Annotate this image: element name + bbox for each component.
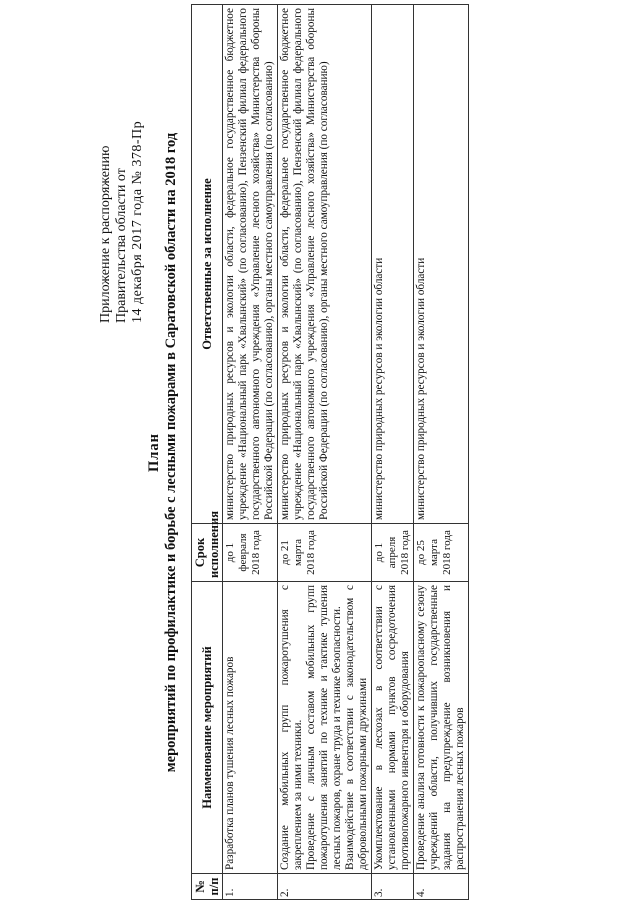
row-name-paragraph: Проведение с личным составом мобильных групп пожаротушения занятий по технике и тактике тушения лесных пожаров, охране труда и технике безопасности. xyxy=(305,585,343,870)
row-name xyxy=(372,582,414,874)
row-deadline: до 25 марта 2018 года xyxy=(414,524,469,582)
row-name xyxy=(278,582,372,874)
header-name: Наименование мероприятий xyxy=(192,582,223,874)
table-row xyxy=(223,5,278,900)
title-subheading: мероприятий по профилактике и борьбе с лесными пожарами в Саратовской области на 2018 год xyxy=(163,132,179,773)
row-name xyxy=(223,582,278,874)
row-num: 2. xyxy=(278,874,372,900)
row-name-paragraph: Проведение анализа готовности к пожароопасному сезону учреждений области, получивших государственные задания на предупреждение возникновения и распространения лесных пожаров xyxy=(415,585,466,870)
row-responsible: министерство природных ресурсов и экологии области xyxy=(414,5,469,524)
table-header-row xyxy=(192,5,223,900)
row-deadline: до 1 февраля 2018 года xyxy=(223,524,278,582)
approval-line-3: 14 декабря 2017 года № 378-Пр xyxy=(130,120,145,323)
title-heading: План xyxy=(146,432,162,473)
row-name-paragraph: Разработка планов тушения лесных пожаров xyxy=(224,656,236,870)
row-name-paragraph: Создание мобильных групп пожаротушения с закреплением за ними техники. xyxy=(279,585,304,870)
approval-note xyxy=(98,121,146,323)
row-name-paragraph: Взаимодействие в соответствии с законодательством с добровольными пожарными дружинами xyxy=(344,585,369,870)
table-row xyxy=(278,5,372,900)
row-name-paragraph: Укомплектование в лесхозах в соответствии с установленными нормами пунктов сосредоточения противопожарного инвентаря и оборудования xyxy=(373,585,411,870)
table-row xyxy=(414,5,469,900)
row-num: 3. xyxy=(372,874,414,900)
row-num: 1. xyxy=(223,874,278,900)
approval-line-2: Правительства области от xyxy=(114,168,129,323)
header-num: № п/п xyxy=(192,874,223,900)
row-num: 4. xyxy=(414,874,469,900)
row-deadline: до 21 марта 2018 года xyxy=(278,524,372,582)
row-responsible: министерство природных ресурсов и экологии области xyxy=(372,5,414,524)
approval-line-1: Приложение к распоряжению xyxy=(98,145,113,323)
header-responsible: Ответственные за исполнение xyxy=(192,5,223,524)
plan-table xyxy=(191,4,469,900)
header-deadline: Срок исполнения xyxy=(192,524,223,582)
row-responsible: министерство природных ресурсов и экологии области, федеральное государственное бюджетное учреждение «Национальный парк «Хвалынский» (по согласованию), Пензенский филиал федерального государственного автономного учреждения «Управление лесного хозяйства» Министерства обороны Российской Федерации (по согласованию), органы местного самоуправления (по согласованию) xyxy=(223,5,278,524)
row-name xyxy=(414,582,469,874)
document-title xyxy=(146,0,180,905)
table-row xyxy=(372,5,414,900)
row-responsible: министерство природных ресурсов и экологии области, федеральное государственное бюджетное учреждение «Национальный парк «Хвалынский» (по согласованию), Пензенский филиал федерального государственного автономного учреждения «Управление лесного хозяйства» Министерства обороны Российской Федерации (по согласованию), органы местного самоуправления (по согласованию) xyxy=(278,5,372,524)
row-deadline: до 1 апреля 2018 года xyxy=(372,524,414,582)
